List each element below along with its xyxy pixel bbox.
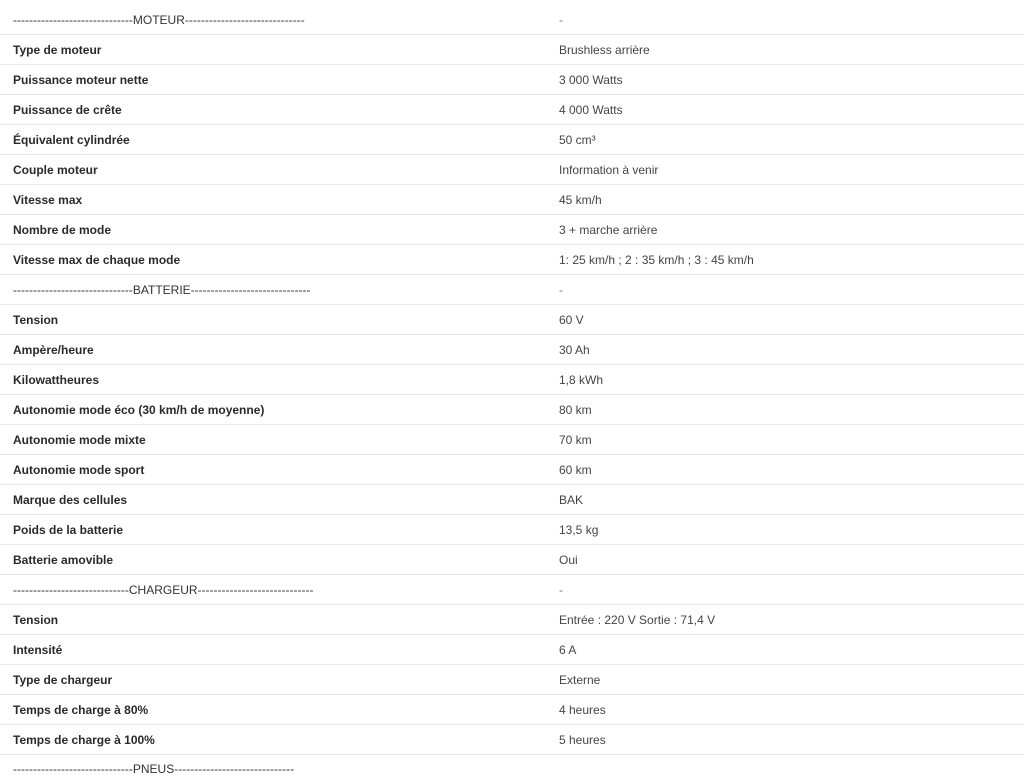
table-row xyxy=(0,365,1024,395)
spec-label: Couple moteur xyxy=(13,162,98,177)
spec-label: Autonomie mode éco (30 km/h de moyenne) xyxy=(13,402,265,417)
spec-value: Information à venir xyxy=(559,162,659,177)
spec-value: Entrée : 220 V Sortie : 71,4 V xyxy=(559,612,716,627)
table-row xyxy=(0,335,1024,365)
section-row-batterie xyxy=(0,275,1024,305)
table-row xyxy=(0,155,1024,185)
spec-label: Tension xyxy=(13,312,59,327)
spec-value: 50 cm³ xyxy=(559,132,596,147)
table-row xyxy=(0,545,1024,575)
spec-label: Temps de charge à 80% xyxy=(13,702,149,717)
section-row-pneus xyxy=(0,755,1024,782)
section-label: ------------------------------MOTEUR------------------------------ xyxy=(13,12,305,27)
table-row xyxy=(0,455,1024,485)
spec-label: Type de chargeur xyxy=(13,672,113,687)
table-row xyxy=(0,185,1024,215)
table-row xyxy=(0,725,1024,755)
spec-label: Vitesse max xyxy=(13,192,83,207)
table-row xyxy=(0,635,1024,665)
spec-label: Tension xyxy=(13,612,59,627)
spec-value: 1: 25 km/h ; 2 : 35 km/h ; 3 : 45 km/h xyxy=(559,252,754,267)
section-row-moteur xyxy=(0,5,1024,35)
table-row xyxy=(0,695,1024,725)
table-row xyxy=(0,425,1024,455)
spec-value: 60 km xyxy=(559,462,592,477)
section-value: - xyxy=(559,12,563,27)
spec-value: 3 + marche arrière xyxy=(559,222,658,237)
spec-value: 4 000 Watts xyxy=(559,102,623,117)
spec-label: Batterie amovible xyxy=(13,552,114,567)
spec-value: 3 000 Watts xyxy=(559,72,623,87)
spec-value: 45 km/h xyxy=(559,192,602,207)
table-row xyxy=(0,65,1024,95)
spec-label: Poids de la batterie xyxy=(13,522,124,537)
spec-label: Nombre de mode xyxy=(13,222,112,237)
spec-value: 30 Ah xyxy=(559,342,590,357)
spec-value: 70 km xyxy=(559,432,592,447)
table-row xyxy=(0,515,1024,545)
table-row xyxy=(0,485,1024,515)
spec-label: Temps de charge à 100% xyxy=(13,732,155,747)
table-row xyxy=(0,605,1024,635)
section-label: ------------------------------BATTERIE------------------------------ xyxy=(13,282,311,297)
table-row xyxy=(0,305,1024,335)
table-row xyxy=(0,215,1024,245)
spec-value: 4 heures xyxy=(559,702,606,717)
spec-label: Vitesse max de chaque mode xyxy=(13,252,181,267)
table-row xyxy=(0,95,1024,125)
spec-label: Kilowattheures xyxy=(13,372,100,387)
spec-value: Oui xyxy=(559,552,578,567)
table-row xyxy=(0,665,1024,695)
spec-label: Intensité xyxy=(13,642,63,657)
section-label: ------------------------------PNEUS------------------------------ xyxy=(13,762,295,776)
spec-label: Équivalent cylindrée xyxy=(13,132,130,147)
table-row xyxy=(0,35,1024,65)
table-row xyxy=(0,125,1024,155)
section-value: - xyxy=(559,582,563,597)
section-value: - xyxy=(559,282,563,297)
spec-label: Puissance moteur nette xyxy=(13,72,149,87)
spec-value: 5 heures xyxy=(559,732,606,747)
spec-value: BAK xyxy=(559,492,584,507)
section-row-chargeur xyxy=(0,575,1024,605)
table-row xyxy=(0,395,1024,425)
spec-label: Marque des cellules xyxy=(13,492,128,507)
spec-value: 1,8 kWh xyxy=(559,372,604,387)
section-label: -----------------------------CHARGEUR----------------------------- xyxy=(13,582,314,597)
spec-label: Puissance de crête xyxy=(13,102,122,117)
spec-value: Brushless arrière xyxy=(559,42,650,57)
spec-value: Externe xyxy=(559,672,601,687)
spec-label: Type de moteur xyxy=(13,42,102,57)
spec-label: Autonomie mode sport xyxy=(13,462,145,477)
table-row xyxy=(0,245,1024,275)
spec-value: 60 V xyxy=(559,312,584,327)
spec-table xyxy=(0,5,1024,782)
spec-value: 80 km xyxy=(559,402,592,417)
spec-label: Autonomie mode mixte xyxy=(13,432,146,447)
spec-label: Ampère/heure xyxy=(13,342,94,357)
spec-value: 6 A xyxy=(559,642,577,657)
spec-value: 13,5 kg xyxy=(559,522,599,537)
